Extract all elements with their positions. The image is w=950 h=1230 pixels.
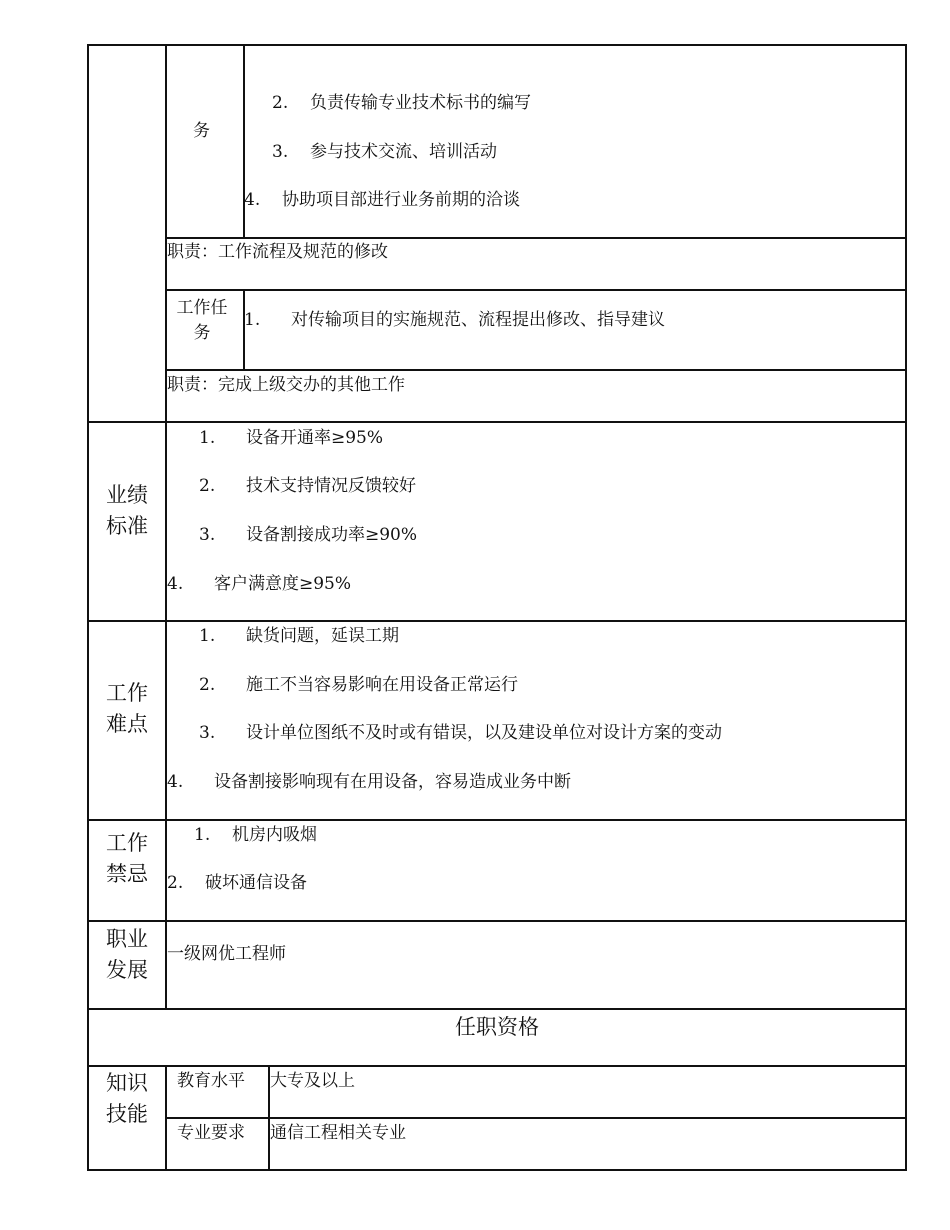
list-item [244,310,665,330]
performance-label: 业绩标准 [106,483,148,538]
list-item-text: 客户满意度≥95% [214,574,352,594]
list-item-number: 2. [199,476,216,496]
table-border-top [87,44,907,46]
list-item [199,476,416,496]
list-item [194,825,317,845]
list-item-text: 设备割接影响现有在用设备，容易造成业务中断 [214,772,571,792]
duty-title: 职责：完成上级交办的其他工作 [167,375,405,395]
table-border-left [87,44,89,1171]
list-item [244,190,520,210]
list-item [199,626,399,646]
career-label: 职业发展 [106,927,148,982]
section-divider-taboos [87,819,907,821]
list-item-number: 2. [199,675,216,695]
list-item [167,873,307,893]
list-item [272,142,497,162]
list-item-number: 1. [199,626,216,646]
list-item-number: 2. [167,873,184,893]
task-column-divider-2 [243,290,245,370]
list-item-number: 2. [272,93,289,113]
qualification-title: 任职资格 [455,1015,539,1039]
list-item-text: 缺货问题，延误工期 [246,626,399,646]
list-item [272,93,531,113]
list-item [167,772,571,792]
major-value: 通信工程相关专业 [270,1123,406,1143]
list-item-number: 1. [194,825,211,845]
taboos-label: 工作禁忌 [106,831,148,886]
list-item [199,723,722,743]
list-item-text: 对传输项目的实施规范、流程提出修改、指导建议 [291,310,665,330]
knowledge-label: 知识技能 [106,1071,148,1126]
list-item-text: 负责传输专业技术标书的编写 [310,93,531,113]
career-value: 一级网优工程师 [167,944,286,964]
list-item-number: 3. [272,142,289,162]
section-divider-qualification [87,1008,907,1010]
duty-title: 职责：工作流程及规范的修改 [167,242,388,262]
education-label: 教育水平 [177,1071,245,1091]
list-item [167,574,351,594]
duty-divider-2 [165,289,907,291]
section-divider-performance [87,421,907,423]
list-item-number: 3. [199,723,216,743]
list-item-text: 设备开通率≥95% [246,428,384,448]
list-item-text: 机房内吸烟 [232,825,317,845]
list-item-number: 1. [244,310,261,330]
list-item-text: 设计单位图纸不及时或有错误，以及建设单位对设计方案的变动 [246,723,722,743]
continued-task-label: 务 [193,121,210,141]
list-item-number: 3. [199,525,216,545]
duty-divider-3 [165,369,907,371]
major-label: 专业要求 [177,1123,245,1143]
section-divider-difficulties [87,620,907,622]
education-value: 大专及以上 [270,1071,355,1091]
duty-divider-1 [165,237,907,239]
list-item-text: 设备割接成功率≥90% [246,525,418,545]
list-item-text: 施工不当容易影响在用设备正常运行 [246,675,518,695]
list-item-text: 破坏通信设备 [205,873,307,893]
section-divider-career [87,920,907,922]
section-divider-knowledge [87,1065,907,1067]
difficulties-label: 工作难点 [106,681,148,736]
list-item-number: 4. [244,190,261,210]
table-border-right [905,44,907,1171]
task-label: 工作任务 [176,298,228,343]
list-item [199,675,518,695]
list-item [199,428,383,448]
list-item-number: 1. [199,428,216,448]
list-item-text: 参与技术交流、培训活动 [310,142,497,162]
knowledge-row-divider [165,1117,907,1119]
list-item-number: 4. [167,772,184,792]
list-item-text: 协助项目部进行业务前期的洽谈 [282,190,520,210]
list-item-number: 4. [167,574,184,594]
list-item-text: 技术支持情况反馈较好 [246,476,416,496]
list-item [199,525,417,545]
table-border-bottom [87,1169,907,1171]
